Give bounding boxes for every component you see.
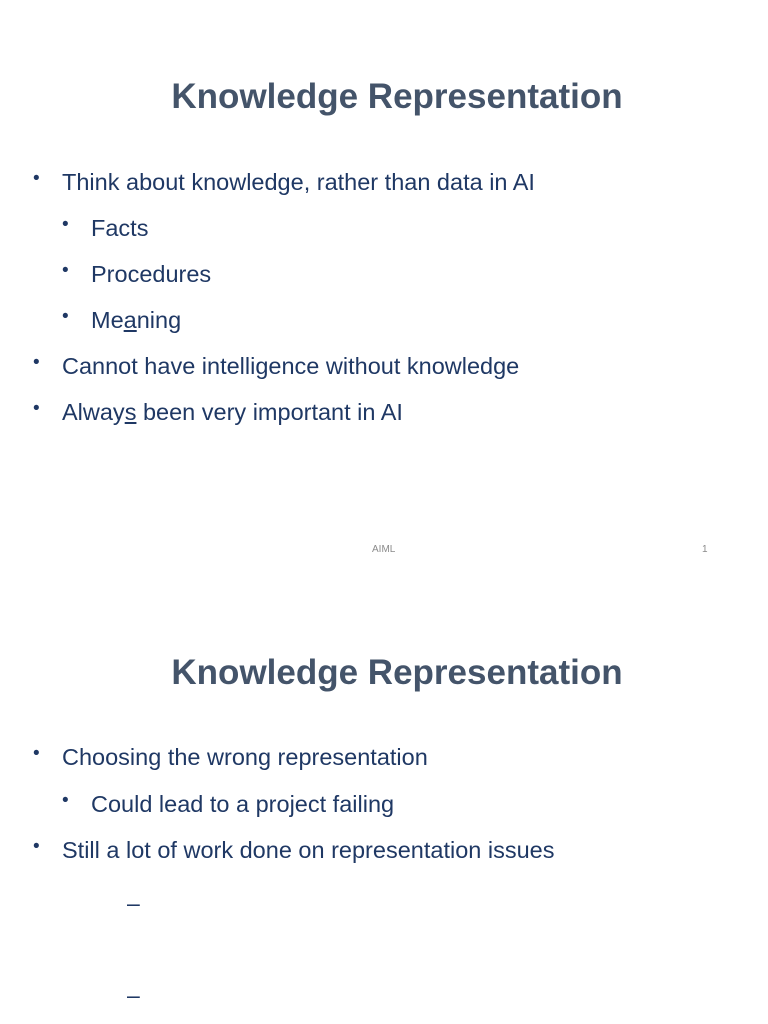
bullet-text-underlined: a xyxy=(123,307,137,333)
bullet-icon: • xyxy=(33,168,40,189)
sub-bullet-item xyxy=(62,260,212,288)
slide-2 xyxy=(0,576,768,1024)
sub-bullet-item xyxy=(62,214,149,242)
footer-label: AIML xyxy=(372,544,396,555)
bullet-text: Could lead to a project failing xyxy=(91,791,395,817)
bullet-text: Procedures xyxy=(91,261,212,287)
bullet-text-start: Me xyxy=(91,307,124,333)
bullet-icon: • xyxy=(33,836,40,857)
dash-marker: – xyxy=(127,890,140,916)
bullet-text-end: ning xyxy=(136,307,182,333)
bullet-text: Think about knowledge, rather than data in AI xyxy=(62,169,535,195)
sub-bullet-item xyxy=(62,790,395,818)
bullet-icon: • xyxy=(62,214,69,235)
bullet-icon: • xyxy=(33,398,40,419)
bullet-text-start: Alway xyxy=(62,399,125,425)
bullet-text: Facts xyxy=(91,215,149,241)
bullet-icon: • xyxy=(33,352,40,373)
bullet-icon: • xyxy=(62,790,69,811)
page-number: 1 xyxy=(702,544,708,555)
bullet-text-end: been very important in AI xyxy=(136,399,403,425)
bullet-item xyxy=(33,836,555,864)
sub-bullet-item xyxy=(62,306,182,334)
dash-marker: – xyxy=(127,982,140,1008)
slide-title: Knowledge Representation xyxy=(171,653,623,692)
bullet-text: Choosing the wrong representation xyxy=(62,744,428,770)
bullet-icon: • xyxy=(62,306,69,327)
bullet-text: Cannot have intelligence without knowledge xyxy=(62,353,520,379)
bullet-icon: • xyxy=(62,260,69,281)
bullet-text-underlined: s xyxy=(124,399,137,425)
bullet-icon: • xyxy=(33,743,40,764)
bullet-item xyxy=(33,398,403,426)
bullet-item xyxy=(33,168,535,196)
bullet-text: Still a lot of work done on representation issues xyxy=(62,837,555,863)
bullet-item xyxy=(33,743,428,771)
bullet-item xyxy=(33,352,520,380)
slide-title: Knowledge Representation xyxy=(171,77,623,116)
